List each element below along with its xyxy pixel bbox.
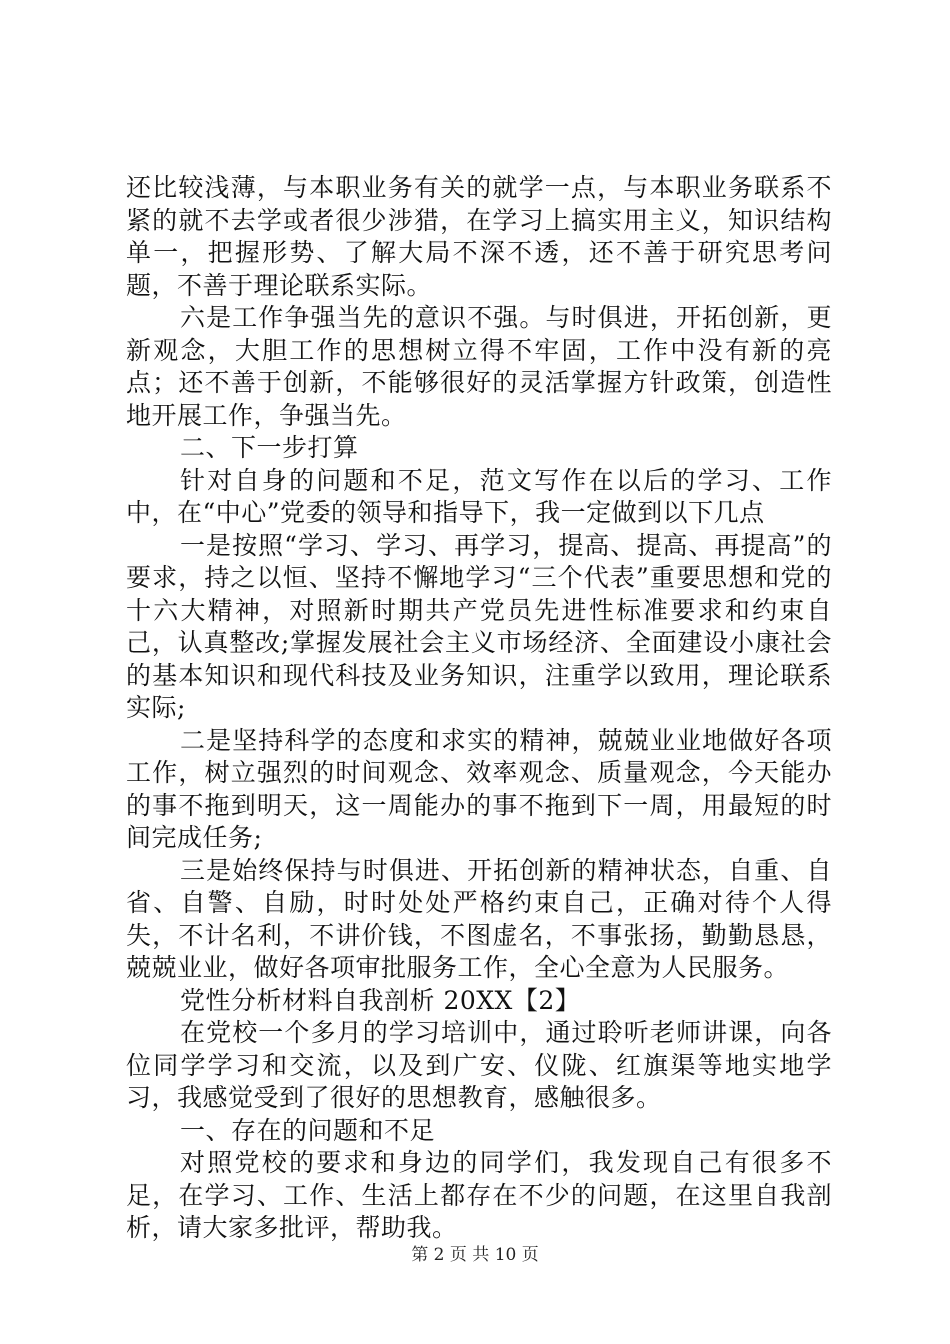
paragraph-1: 还比较浅薄，与本职业务有关的就学一点，与本职业务联系不紧的就不去学或者很少涉猎，在学习上搞实用主义，知识结构单一，把握形势、了解大局不深不透，还不善于研究思考问题，不善于理论联系实际。: [126, 173, 832, 300]
paragraph-4: 针对自身的问题和不足，范文写作在以后的学习、工作中，在“中心”党委的领导和指导下，我一定做到以下几点: [126, 465, 832, 527]
paragraph-6: 二是坚持科学的态度和求实的精神，兢兢业业地做好各项工作，树立强烈的时间观念、效率观念、质量观念，今天能办的事不拖到明天，这一周能办的事不拖到下一周，用最短的时间完成任务;: [126, 725, 832, 852]
paragraph-9: 在党校一个多月的学习培训中，通过聆听老师讲课，向各位同学学习和交流，以及到广安、仪陇、红旗渠等地实地学习，我感觉受到了很好的思想教育，感触很多。: [126, 1018, 832, 1112]
paragraph-11: 对照党校的要求和身边的同学们，我发现自己有很多不足，在学习、工作、生活上都存在不少的问题，在这里自我剖析，请大家多批评，帮助我。: [126, 1148, 832, 1242]
page-footer: 第 2 页 共 10 页: [411, 1245, 539, 1265]
section-heading-problems: 一、存在的问题和不足: [180, 1115, 436, 1145]
paragraph-7: 三是始终保持与时俱进、开拓创新的精神状态，自重、自省、自警、自励，时时处处严格约束自己，正确对待个人得失，不计名利，不讲价钱，不图虚名，不事张扬，勤勤恳恳，兢兢业业，做好各项审批服务工作，全心全意为人民服务。: [126, 855, 832, 982]
paragraph-5: 一是按照“学习、学习、再学习，提高、提高、再提高”的要求，持之以恒、坚持不懈地学习“三个代表”重要思想和党的十六大精神，对照新时期共产党员先进性标准要求和约束自己，认真整改;掌握发展社会主义市场经济、全面建设小康社会的基本知识和现代科技及业务知识，注重学以致用，理论联系实际;: [126, 530, 832, 722]
paragraph-2: 六是工作争强当先的意识不强。与时俱进，开拓创新，更新观念，大胆工作的思想树立得不牢固，工作中没有新的亮点；还不善于创新，不能够很好的灵活掌握方针政策，创造性地开展工作，争强当先。: [126, 303, 832, 430]
section-heading-next-plan: 二、下一步打算: [180, 433, 359, 462]
article-title: 党性分析材料自我剖析 20XX【2】: [180, 985, 581, 1015]
document-body: [126, 172, 832, 1245]
